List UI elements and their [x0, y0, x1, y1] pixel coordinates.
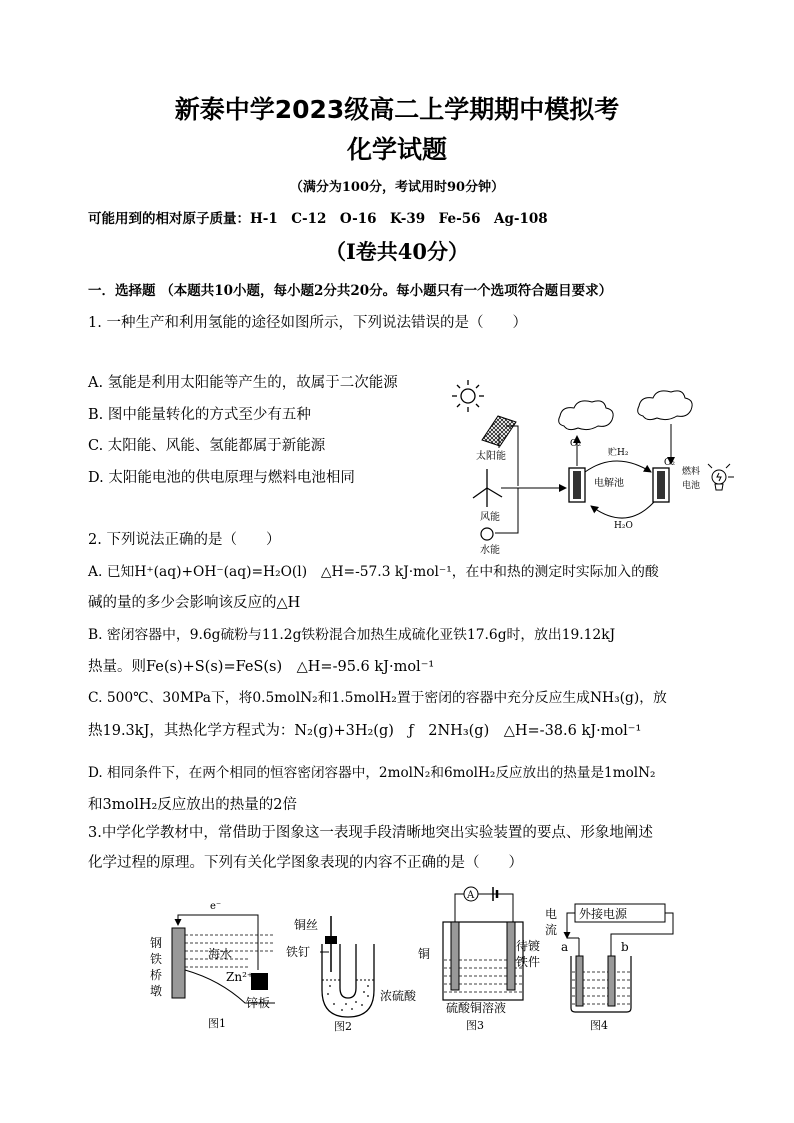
h2o-label: H₂O: [614, 521, 633, 531]
zinc-plate-label: 锌板: [246, 996, 271, 1010]
q3-stem-line2: 化学过程的原理。下列有关化学图象表现的内容不正确的是（ ）: [88, 855, 523, 871]
q2-option-c-line1: C. 500℃、30MPa下，将0.5molN₂和1.5molH₂置于密闭的容器中充分反应生成NH₃(g)，放: [88, 690, 667, 706]
water-label: 水能: [480, 545, 500, 556]
figure-3-caption: 图3: [466, 1019, 484, 1032]
q2-option-d-line2: 和3molH₂反应放出的热量的2倍: [88, 797, 298, 813]
seawater-label: 海水: [208, 947, 233, 961]
figure-4-electrolysis: [545, 898, 675, 1033]
power-supply-label: 外接电源: [579, 907, 628, 921]
q3-stem-line1: 3.中学化学教材中，常借助于图象这一表现手段清晰地突出实验装置的要点、形象地阐述: [88, 825, 653, 841]
q2-option-b-line1: B. 密闭容器中，9.6g硫粉与11.2g铁粉混合加热生成硫化亚铁17.6g时，放出19.12kJ: [88, 627, 616, 643]
electron-label: e⁻: [210, 901, 222, 912]
section-instruction: 一．选择题 （本题共10小题，每小题2分共20分。每小题只有一个选项符合题目要求）: [88, 283, 613, 299]
subject-title: 化学试题: [346, 135, 447, 164]
exam-info: （满分为100分，考试用时90分钟）: [289, 180, 505, 195]
current-label-2: 流: [545, 923, 558, 937]
plated-label-1: 待镀: [516, 939, 541, 953]
wind-label: 风能: [480, 512, 500, 523]
store-h2-label: 贮H₂: [608, 448, 629, 458]
fuel-cell-label-2: 电池: [682, 481, 701, 491]
q2-option-b-line2: 热量。则Fe(s)+S(s)=FeS(s) △H=-95.6 kJ·mol⁻¹: [88, 659, 435, 675]
plated-label-2: 铁件: [516, 955, 541, 969]
q2-option-a-line2: 碱的量的多少会影响该反应的△H: [88, 595, 301, 611]
cloud-icon: [559, 391, 692, 430]
q1-option-a: A. 氢能是利用太阳能等产生的，故属于二次能源: [88, 375, 398, 391]
copper-wire-label: 铜丝: [294, 918, 319, 932]
q2-option-a-line1: A. 已知H⁺(aq)+OH⁻(aq)=H₂O(l) △H=-57.3 kJ·mol⁻¹，在中和热的测定时实际加入的酸: [88, 564, 659, 580]
copper-label: 铜: [418, 947, 431, 961]
electrode-a-label: a: [561, 940, 569, 954]
electrode-b-label: b: [621, 940, 629, 954]
sun-icon: [452, 380, 484, 412]
wind-turbine-icon: [473, 469, 502, 507]
light-bulb-icon: [708, 464, 734, 490]
ammeter-label: A: [467, 890, 475, 901]
figure-3-electroplating: [413, 882, 548, 1032]
exam-title: 新泰中学2023级高二上学期期中模拟考: [174, 95, 620, 124]
steel-label-4: 墩: [150, 984, 163, 998]
o2-right-label: O₂: [664, 458, 675, 468]
q1-stem: 1. 一种生产和利用氢能的途径如图所示，下列说法错误的是（ ）: [88, 315, 527, 331]
figure-1-caption: 图1: [208, 1017, 226, 1030]
electrolysis-label: 电解池: [594, 478, 624, 489]
figure-2-caption: 图2: [334, 1020, 352, 1033]
q1-option-b: B. 图中能量转化的方式至少有五种: [88, 407, 311, 423]
solution-label: 硫酸铜溶液: [446, 1001, 507, 1015]
q1-option-c: C. 太阳能、风能、氢能都属于新能源: [88, 438, 326, 454]
water-wheel-icon: [481, 528, 493, 540]
current-label-1: 电: [545, 907, 558, 921]
zn-ion-label: Zn²⁺: [226, 970, 254, 984]
acid-label: 浓硫酸: [380, 989, 417, 1003]
figure-1-cathodic-protection: [150, 895, 285, 1035]
hydrogen-energy-diagram: [446, 376, 746, 561]
atomic-mass-line: 可能用到的相对原子质量：H-1 C-12 O-16 K-39 Fe-56 Ag-108: [88, 211, 548, 227]
steel-label-1: 钢: [150, 936, 163, 950]
solar-panel-icon: [482, 416, 516, 448]
q1-option-d: D. 太阳能电池的供电原理与燃料电池相同: [88, 470, 355, 486]
figure-2-u-tube: [284, 912, 417, 1034]
solar-label: 太阳能: [476, 451, 506, 462]
steel-label-3: 桥: [150, 968, 163, 982]
fuel-cell-label-1: 燃料: [682, 467, 701, 477]
steel-label-2: 铁: [150, 952, 163, 966]
q2-stem: 2. 下列说法正确的是（ ）: [88, 532, 281, 548]
section-heading: （Ⅰ卷共40分）: [324, 239, 470, 264]
o2-left-label: O₂: [570, 439, 581, 449]
figure-4-caption: 图4: [590, 1019, 608, 1032]
iron-nail-label: 铁钉: [286, 945, 311, 959]
q2-option-d-line1: D. 相同条件下，在两个相同的恒容密闭容器中，2molN₂和6molH₂反应放出的热量是1molN₂: [88, 765, 656, 781]
q2-option-c-line2: 热19.3kJ，其热化学方程式为：N₂(g)+3H₂(g) ƒ 2NH₃(g) △H=-38.6 kJ·mol⁻¹: [88, 723, 642, 739]
